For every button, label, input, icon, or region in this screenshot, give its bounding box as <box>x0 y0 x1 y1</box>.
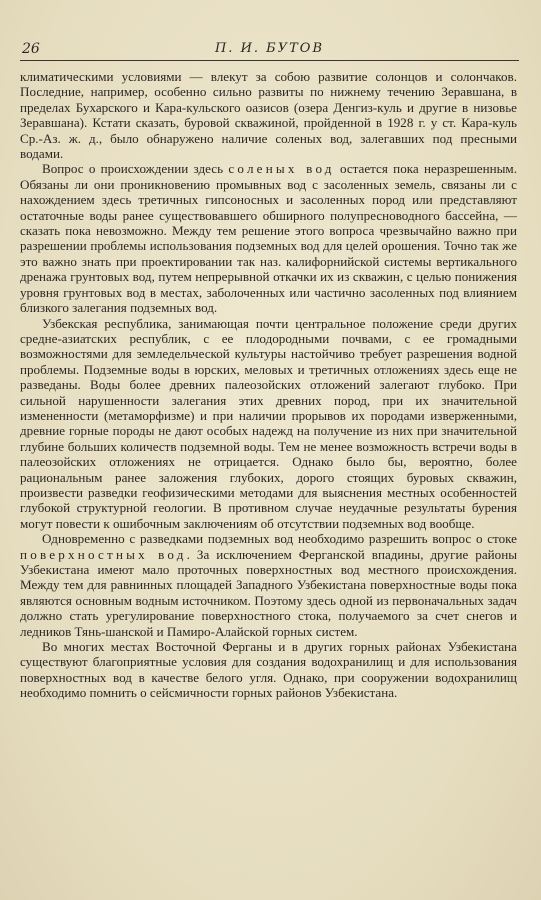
paragraph <box>20 69 517 161</box>
page-number: 26 <box>22 41 40 57</box>
page-header <box>20 40 519 60</box>
paragraph <box>20 316 517 532</box>
body-text <box>20 69 517 701</box>
paragraph-text: остается пока неразрешенным. Обязаны ли они проникновению промывных вод с засоленных земель, связаны ли с нахождением здесь третичных гипсоносных и засоленных пород или представляют остаточные воды ранее существовавшего обширного полупресноводного бассейна, — сказать пока невозможно. Между тем решение этого вопроса чрезвычайно важно при разрешении проблемы использования подземных вод для целей орошения. Точно так же это важно знать при проектировании так наз. калифорнийской системы вертикального дренажа грунтовых вод, путем непрерывной откачки их из скважин, с целью понижения уровня грунтовых вод в местах, заболоченных или частично засоленных под влиянием близкого залегания подземных вод. <box>20 161 517 316</box>
emphasized-term: поверхностных вод <box>20 546 187 562</box>
paragraph <box>20 531 517 639</box>
header-rule <box>20 60 519 61</box>
emphasized-term: соленых вод <box>228 161 335 177</box>
paragraph-text: Вопрос о происхождении здесь <box>42 161 229 177</box>
paragraph-text: . За исключением Ферганской впадины, другие районы Узбекистана имеют мало проточных поверхностных вод местного происхождения. Между тем для равнинных площадей Западного Узбекистана поверхностные воды пока являются основным водным источником. Поэтому здесь одной из первоначальных задач должно стать урегулирование поверхностного стока, получаемого за счет снегов и ледников Тянь-шанской и Памиро-Алайской горных систем. <box>20 546 517 639</box>
paragraph <box>20 639 517 701</box>
paragraph-text: Во многих местах Восточной Ферганы и в других горных районах Узбекистана существуют благоприятные условия для создания водохранилищ и для использования поверхностных вод в качестве белого угля. Однако, при сооружении водохранилищ необходимо помнить о сейсмичности горных районов Узбекистана. <box>20 639 517 701</box>
paragraph <box>20 161 517 315</box>
paragraph-text: Узбекская республика, занимающая почти центральное положение среди других средне-азиатских республик, с ее плодородными почвами, с ее громадными возможностями для земледельческой культуры настойчиво требует разрешения водной проблемы. Подземные воды в юрских, меловых и третичных отложениях здесь еще не разведаны. Воды более древних палеозойских отложений залегают глубоко. При сильной нарушенности залегания этих древних пород, при их значительной измененности (метаморфизме) и при наличии прорывов их породами изверженными, древние горные породы не дают особых надежд на получение из них при значительной глубине больших количеств подземной воды. Тем не менее возможность встречи воды в палеозойских отложениях не отрицается. Однако было бы, вероятно, более рациональным ранее заложения глубоких, дорого стоящих буровых скважин, произвести разведки геофизическими методами для выяснения местных особенностей глубокой структурной геологии. В противном случае неудачные результаты бурения могут повести к ошибочным заключениям об отсутствии подземных вод вообще. <box>20 315 517 531</box>
running-head: П. И. БУТОВ <box>214 41 325 56</box>
paragraph-text: Одновременно с разведками подземных вод необходимо разрешить вопрос о стоке <box>42 531 517 547</box>
paragraph-text: климатическими условиями — влекут за собою развитие солонцов и солончаков. Последние, например, особенно сильно развиты по нижнему течению Зеравшана, в пределах Бухарского и Кара-кульского оазисов (озера Денгиз-куль и другие в низовье Зеравшана). Кстати сказать, буровой скважиной, пройденной в 1928 г. у ст. Кара-куль Ср.-Аз. ж. д., было обнаружено наличие соленых вод, залегавших под пресными водами. <box>20 69 517 162</box>
